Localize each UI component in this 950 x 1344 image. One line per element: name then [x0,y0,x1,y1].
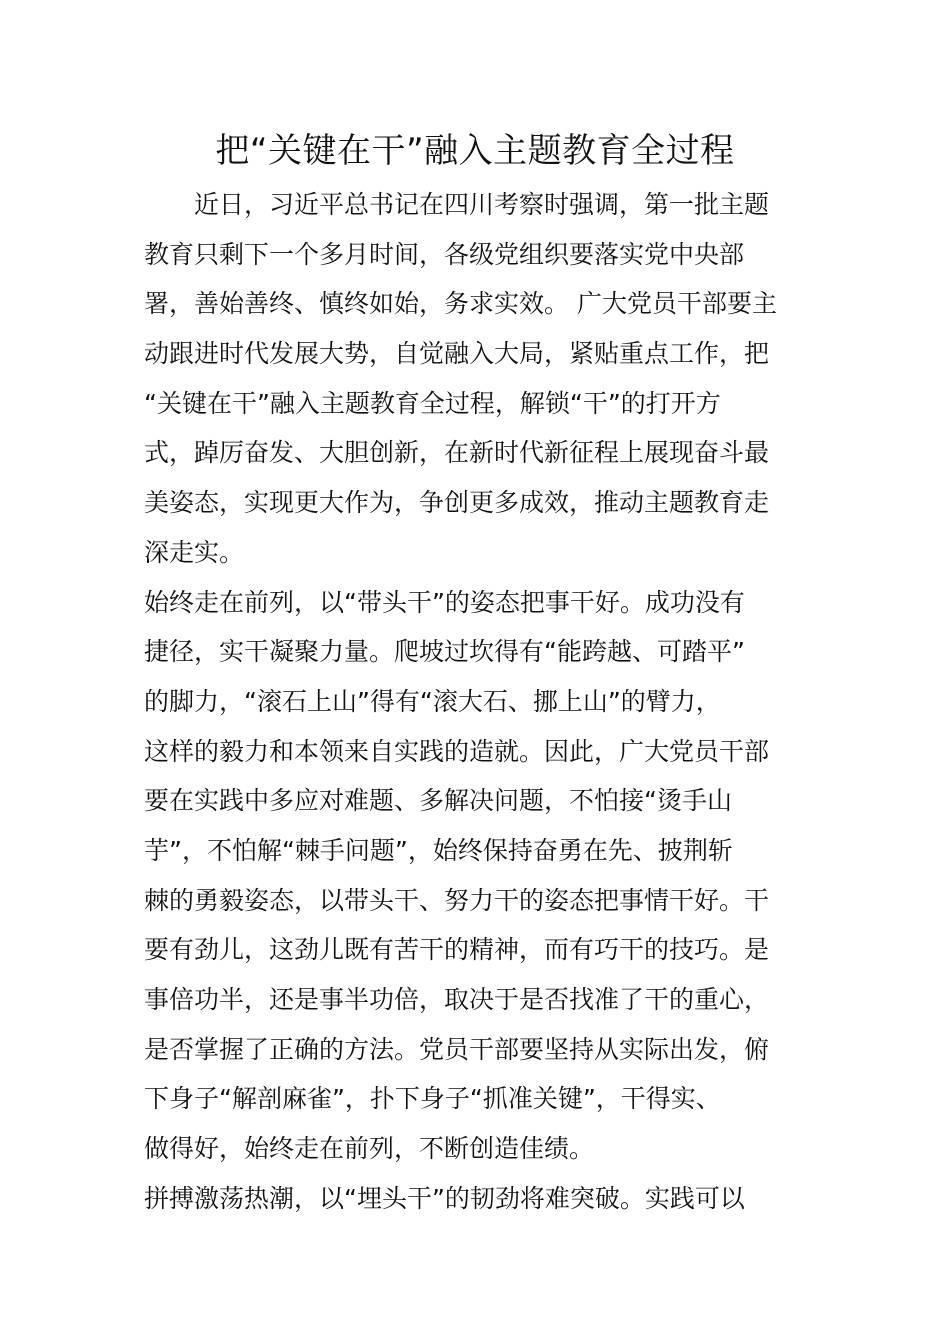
body-line-20: 做得好，始终走在前列，不断创造佳绩。 [144,1134,595,1164]
body-line-13: 要在实践中多应对难题、多解决问题，不怕接“烫手山 [144,786,732,816]
document-body [144,180,810,1223]
body-line-4: 动跟进时代发展大势，自觉融入大局，紧贴重点工作，把 [144,339,770,369]
body-line-21: 拼搏激荡热潮，以“埋头干”的韧劲将难突破。实践可以 [144,1183,745,1213]
body-line-8: 深走实。 [144,537,245,567]
body-line-9: 始终走在前列，以“带头干”的姿态把事干好。成功没有 [144,587,745,617]
body-line-16: 要有劲儿，这劲儿既有苦干的精神，而有巧干的技巧。是 [144,935,770,965]
body-line-18: 是否掌握了正确的方法。党员干部要坚持从实际出发，俯 [144,1034,770,1064]
body-line-17: 事倍功半，还是事半功倍，取决于是否找准了干的重心， [144,985,770,1014]
body-line-7: 美姿态，实现更大作为，争创更多成效，推动主题教育走 [144,488,770,518]
body-line-11: 的脚力，“滚石上山”得有“滚大石、挪上山”的臂力， [144,686,721,716]
body-line-15: 棘的勇毅姿态，以带头干、努力干的姿态把事情干好。干 [144,885,770,915]
body-line-10: 捷径，实干凝聚力量。爬坡过坎得有“能跨越、可踏平” [144,637,745,667]
body-line-3: 署，善始善终、慎终如始，务求实效。 广大党员干部要主 [144,289,777,319]
body-line-12: 这样的毅力和本领来自实践的造就。因此，广大党员干部 [144,736,770,766]
document-title: 把“关键在干”融入主题教育全过程 [215,131,735,171]
body-line-2: 教育只剩下一个多月时间，各级党组织要落实党中央部 [144,239,745,269]
body-line-5: “关键在干”融入主题教育全过程，解锁“干”的打开方 [144,388,721,418]
body-line-1: 近日，习近平总书记在四川考察时强调，第一批主题 [144,190,770,219]
body-line-14: 芋”，不怕解“棘手问题”，始终保持奋勇在先、披荆斩 [144,835,733,865]
body-line-19: 下身子“解剖麻雀”，扑下身子“抓准关键”，干得实、 [144,1084,721,1114]
body-line-6: 式，踔厉奋发、大胆创新，在新时代新征程上展现奋斗最 [144,438,770,468]
